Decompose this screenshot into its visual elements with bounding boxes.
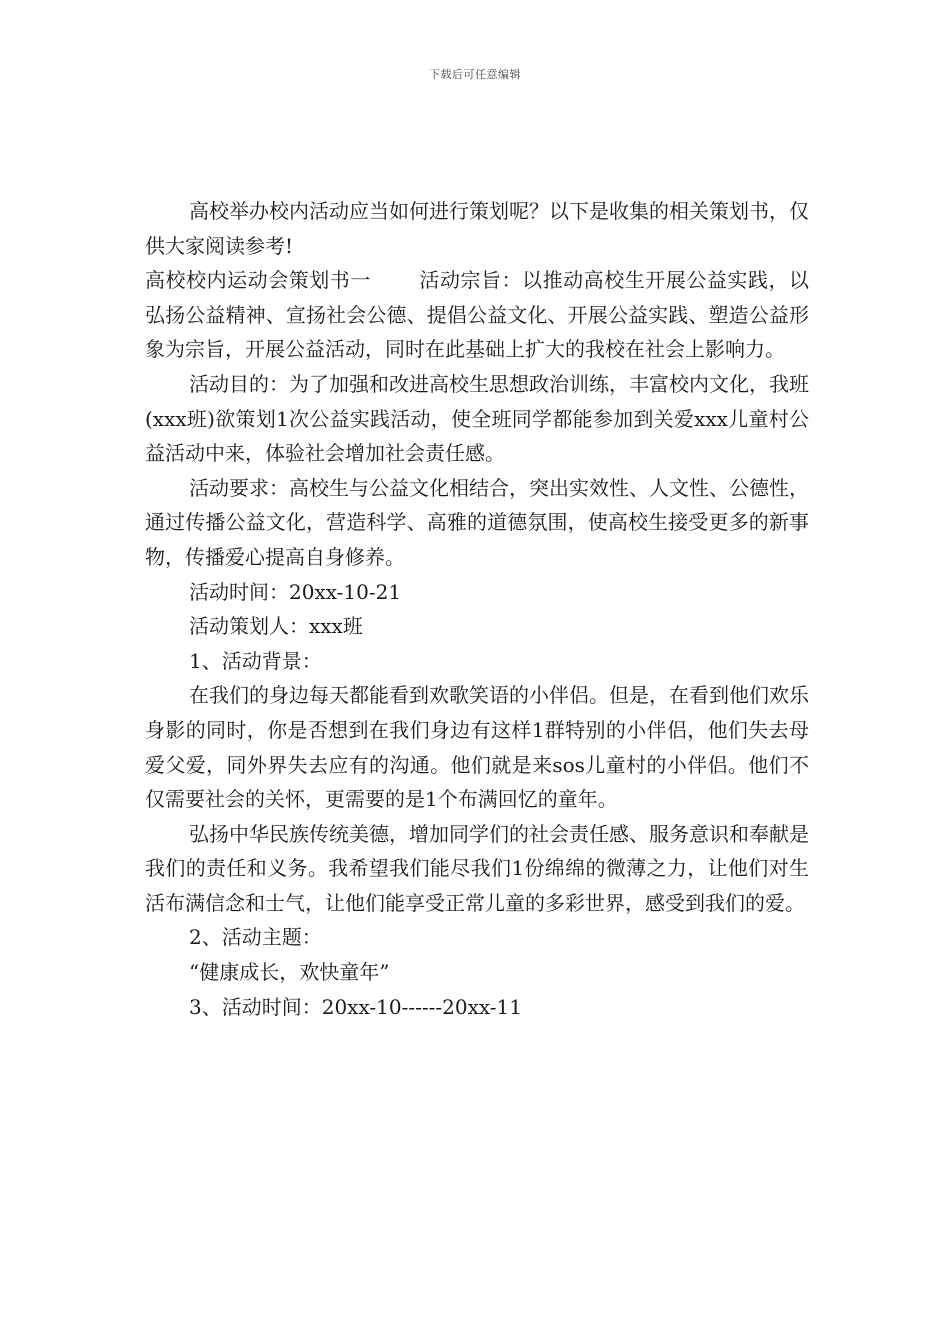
virtue-paragraph: 弘扬中华民族传统美德，增加同学们的社会责任感、服务意识和奉献是我们的责任和义务。我希望我们能尽我们1份绵绵的微薄之力，让他们对生活布满信念和士气，让他们能享受正常儿童的多彩世界，感受到我们的爱。: [145, 821, 809, 915]
plan-title: 高校校内运动会策划书一: [145, 268, 371, 293]
document-body: [145, 194, 809, 1024]
section-background-heading: 1、活动背景：: [189, 648, 322, 673]
background-paragraph: 在我们的身边每天都能看到欢歌笑语的小伴侣。但是，在看到他们欢乐身影的同时，你是否想到在我们身边有这样1群特别的小伴侣，他们失去母爱父爱，同外界失去应有的沟通。他们就是来sos儿童村的小伴侣。他们不仅需要社会的关怀，更需要的是1个布满回忆的童年。: [145, 683, 809, 812]
activity-time-line: 活动时间：20xx-10-21: [189, 579, 402, 604]
section-theme-heading: 2、活动主题：: [189, 925, 322, 950]
requirement-paragraph: 活动要求：高校生与公益文化相结合，突出实效性、人文性、公德性，通过传播公益文化，营造科学、高雅的道德氛围，使高校生接受更多的新事物，传播爱心提高自身修养。: [145, 475, 809, 569]
planner-line: 活动策划人：xxx班: [189, 614, 363, 639]
goal-paragraph: 活动目的：为了加强和改进高校生思想政治训练，丰富校内文化，我班(xxx班)欲策划1次公益实践活动，使全班同学都能参加到关爱xxx儿童村公益活动中来，体验社会增加社会责任感。: [145, 371, 809, 466]
purpose-paragraph: [145, 263, 809, 367]
header-note: 下载后可任意编辑: [429, 68, 521, 81]
intro-paragraph: 高校举办校内活动应当如何进行策划呢？以下是收集的相关策划书，仅供大家阅读参考!: [145, 199, 809, 258]
purpose-text: 活动宗旨：以推动高校生开展公益实践，以弘扬公益精神、宣扬社会公德、提倡公益文化、开展公益实践、塑造公益形象为宗旨，开展公益活动，同时在此基础上扩大的我校在社会上影响力。: [145, 268, 810, 362]
section-time-heading: 3、活动时间：20xx-10------20xx-11: [189, 994, 522, 1019]
theme-line: “健康成长，欢快童年”: [189, 960, 390, 985]
